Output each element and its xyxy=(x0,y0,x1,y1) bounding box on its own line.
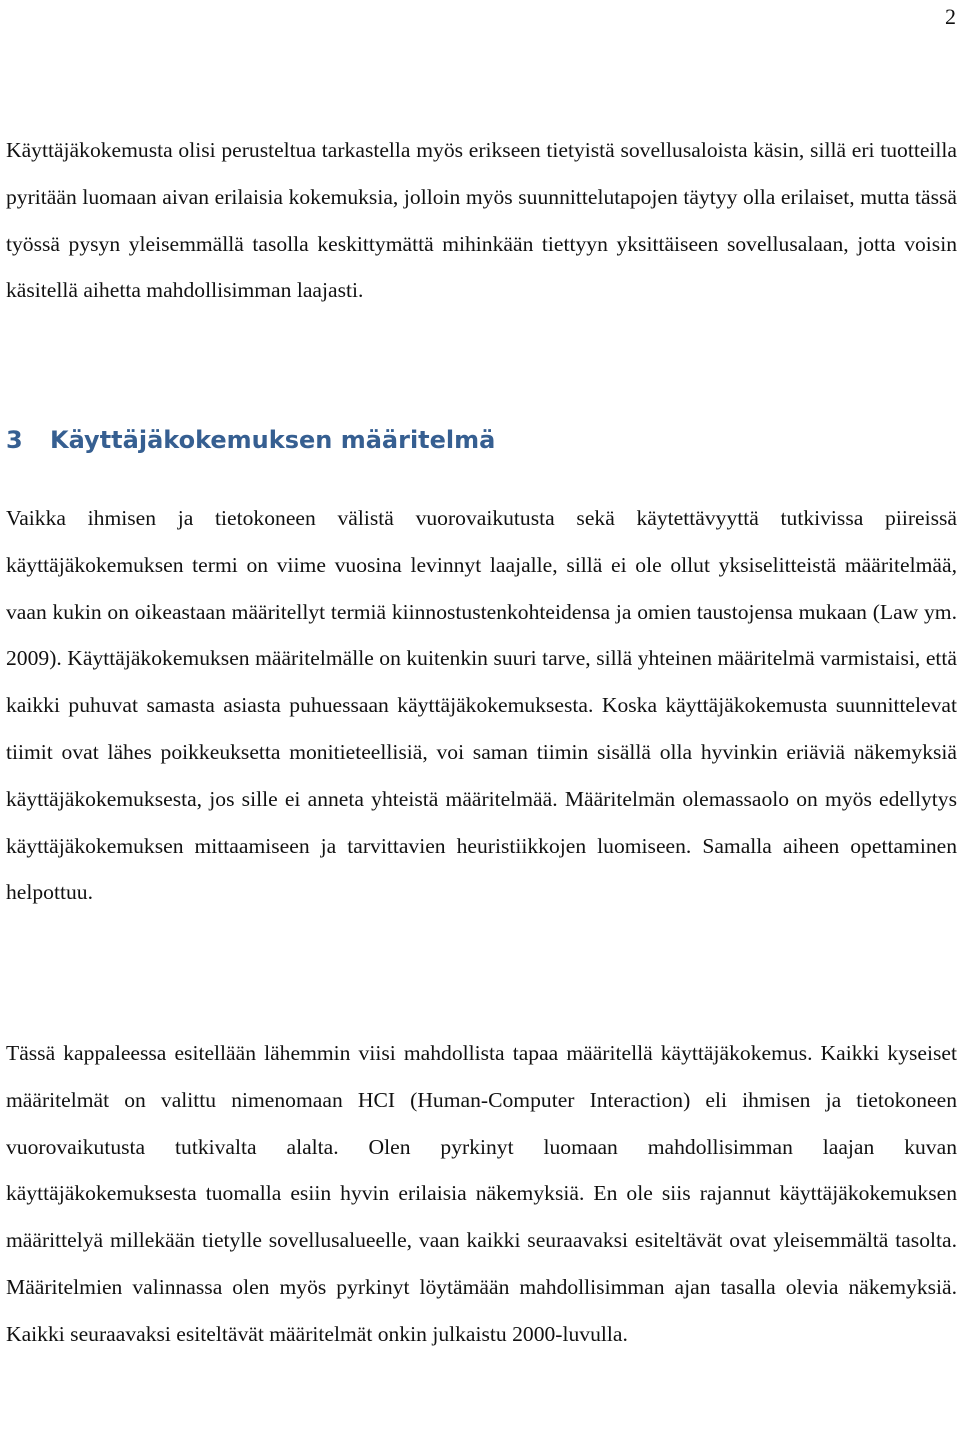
intro-paragraph: Käyttäjäkokemusta olisi perusteltua tarkastella myös erikseen tietyistä sovellusaloista käsin, sillä eri tuotteilla pyritään luomaan aivan erilaisia kokemuksia, jolloin myös suunnittelutapojen täytyy olla erilaiset, mutta tässä työssä pysyn yleisemmällä tasolla keskittymättä mihinkään tiettyyn yksittäiseen sovellusalaan, jotta voisin käsitellä aihetta mahdollisimman laajasti. xyxy=(6,138,957,303)
overview-paragraph: Tässä kappaleessa esitellään lähemmin viisi mahdollista tapaa määritellä käyttäjäkokemus. Kaikki kyseiset määritelmät on valittu nimenomaan HCI (Human-Computer Interaction) eli ihmisen ja tietokoneen vuorovaikutusta tutkivalta alalta. Olen pyrkinyt luomaan mahdollisimman laajan kuvan käyttäjäkokemuksesta tuomalla esiin hyvin erilaisia näkemyksiä. En ole siis rajannut käyttäjäkokemuksen määrittelyä millekään tietylle sovellusalueelle, vaan kaikki seuraavaksi esiteltävät ovat yleisemmältä tasolta. Määritelmien valinnassa olen myös pyrkinyt löytämään mahdollisimman ajan tasalla olevia näkemyksiä. Kaikki seuraavaksi esiteltävät määritelmät onkin julkaistu 2000-luvulla. xyxy=(6,1041,957,1346)
section-title: Käyttäjäkokemuksen määritelmä xyxy=(50,426,496,454)
definition-paragraph: Vaikka ihmisen ja tietokoneen välistä vuorovaikutusta sekä käytettävyyttä tutkivissa piireissä käyttäjäkokemuksen termi on viime vuosina levinnyt laajalle, sillä ei ole ollut yksiselitteistä määritelmää, vaan kukin on oikeastaan määritellyt termiä kiinnostustenkohteidensa ja omien taustojensa mukaan (Law ym. 2009). Käyttäjäkokemuksen määritelmälle on kuitenkin suuri tarve, sillä yhteinen määritelmä varmistaisi, että kaikki puhuvat samasta asiasta puhuessaan käyttäjäkokemuksesta. Koska käyttäjäkokemusta suunnittelevat tiimit ovat lähes poikkeuksetta monitieteellisiä, voi saman tiimin sisällä olla hyvinkin eriäviä näkemyksiä käyttäjäkokemuksesta, jos sille ei anneta yhteistä määritelmää. Määritelmän olemassaolo on myös edellytys käyttäjäkokemuksen mittaamiseen ja tarvittavien heuristiikkojen luomiseen. Samalla aiheen opettaminen helpottuu. xyxy=(6,506,957,905)
section-heading xyxy=(6,418,495,462)
section-number: 3 xyxy=(6,426,23,454)
page-number: 2 xyxy=(945,4,956,29)
